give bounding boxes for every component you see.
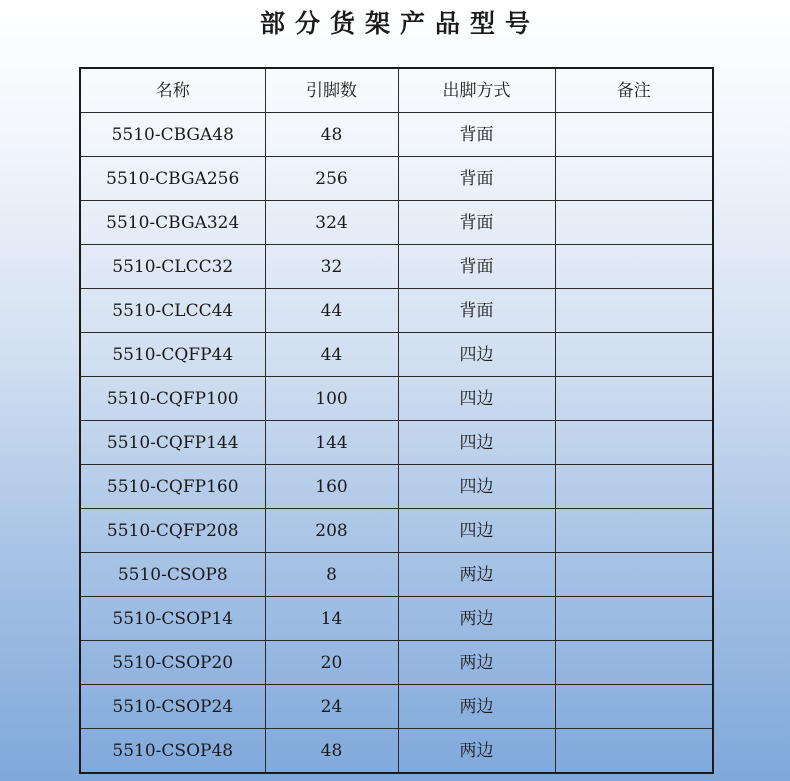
table-row xyxy=(80,641,713,685)
table-row xyxy=(80,333,713,377)
remarks-cell xyxy=(555,245,713,289)
page-title: 部分货架产品型号 xyxy=(259,9,540,38)
pin-count-cell: 208 xyxy=(265,509,398,553)
remarks-cell xyxy=(555,113,713,157)
product-model-table xyxy=(79,67,714,774)
remarks-cell xyxy=(555,333,713,377)
pin-count-cell: 44 xyxy=(265,289,398,333)
model-name-cell: 5510-CLCC44 xyxy=(80,289,265,333)
pin-method-cell: 两边 xyxy=(398,685,555,729)
pin-method-cell: 两边 xyxy=(398,553,555,597)
table-row xyxy=(80,377,713,421)
pin-count-cell: 324 xyxy=(265,201,398,245)
pin-count-cell: 44 xyxy=(265,333,398,377)
table-row xyxy=(80,113,713,157)
remarks-cell xyxy=(555,729,713,774)
remarks-cell xyxy=(555,465,713,509)
model-name-cell: 5510-CSOP24 xyxy=(80,685,265,729)
pin-count-cell: 256 xyxy=(265,157,398,201)
table-row xyxy=(80,289,713,333)
table-row xyxy=(80,553,713,597)
header-name: 名称 xyxy=(80,68,265,113)
pin-method-cell: 背面 xyxy=(398,113,555,157)
header-remarks: 备注 xyxy=(555,68,713,113)
model-name-cell: 5510-CBGA48 xyxy=(80,113,265,157)
model-name-cell: 5510-CSOP8 xyxy=(80,553,265,597)
remarks-cell xyxy=(555,509,713,553)
remarks-cell xyxy=(555,421,713,465)
remarks-cell xyxy=(555,377,713,421)
model-name-cell: 5510-CSOP48 xyxy=(80,729,265,774)
remarks-cell xyxy=(555,641,713,685)
pin-count-cell: 48 xyxy=(265,729,398,774)
remarks-cell xyxy=(555,157,713,201)
model-name-cell: 5510-CQFP208 xyxy=(80,509,265,553)
pin-method-cell: 两边 xyxy=(398,641,555,685)
table-row xyxy=(80,201,713,245)
pin-count-cell: 144 xyxy=(265,421,398,465)
model-name-cell: 5510-CQFP144 xyxy=(80,421,265,465)
pin-method-cell: 背面 xyxy=(398,289,555,333)
pin-method-cell: 四边 xyxy=(398,377,555,421)
remarks-cell xyxy=(555,597,713,641)
table-row xyxy=(80,465,713,509)
table-row xyxy=(80,597,713,641)
pin-count-cell: 100 xyxy=(265,377,398,421)
pin-count-cell: 160 xyxy=(265,465,398,509)
header-pin-count: 引脚数 xyxy=(265,68,398,113)
table-header-row xyxy=(80,68,713,113)
model-name-cell: 5510-CSOP20 xyxy=(80,641,265,685)
pin-count-cell: 8 xyxy=(265,553,398,597)
model-name-cell: 5510-CBGA324 xyxy=(80,201,265,245)
pin-method-cell: 四边 xyxy=(398,465,555,509)
pin-method-cell: 两边 xyxy=(398,597,555,641)
model-name-cell: 5510-CSOP14 xyxy=(80,597,265,641)
remarks-cell xyxy=(555,685,713,729)
model-name-cell: 5510-CQFP160 xyxy=(80,465,265,509)
remarks-cell xyxy=(555,201,713,245)
table-row xyxy=(80,157,713,201)
model-name-cell: 5510-CQFP44 xyxy=(80,333,265,377)
table-row xyxy=(80,509,713,553)
model-name-cell: 5510-CLCC32 xyxy=(80,245,265,289)
pin-method-cell: 背面 xyxy=(398,157,555,201)
pin-method-cell: 两边 xyxy=(398,729,555,774)
pin-method-cell: 背面 xyxy=(398,201,555,245)
pin-method-cell: 四边 xyxy=(398,509,555,553)
pin-count-cell: 24 xyxy=(265,685,398,729)
table-row xyxy=(80,245,713,289)
pin-count-cell: 32 xyxy=(265,245,398,289)
remarks-cell xyxy=(555,289,713,333)
model-name-cell: 5510-CQFP100 xyxy=(80,377,265,421)
pin-method-cell: 背面 xyxy=(398,245,555,289)
header-pin-method: 出脚方式 xyxy=(398,68,555,113)
table-row xyxy=(80,729,713,774)
table-row xyxy=(80,421,713,465)
table-row xyxy=(80,685,713,729)
pin-count-cell: 14 xyxy=(265,597,398,641)
pin-method-cell: 四边 xyxy=(398,333,555,377)
model-name-cell: 5510-CBGA256 xyxy=(80,157,265,201)
remarks-cell xyxy=(555,553,713,597)
pin-method-cell: 四边 xyxy=(398,421,555,465)
pin-count-cell: 48 xyxy=(265,113,398,157)
pin-count-cell: 20 xyxy=(265,641,398,685)
